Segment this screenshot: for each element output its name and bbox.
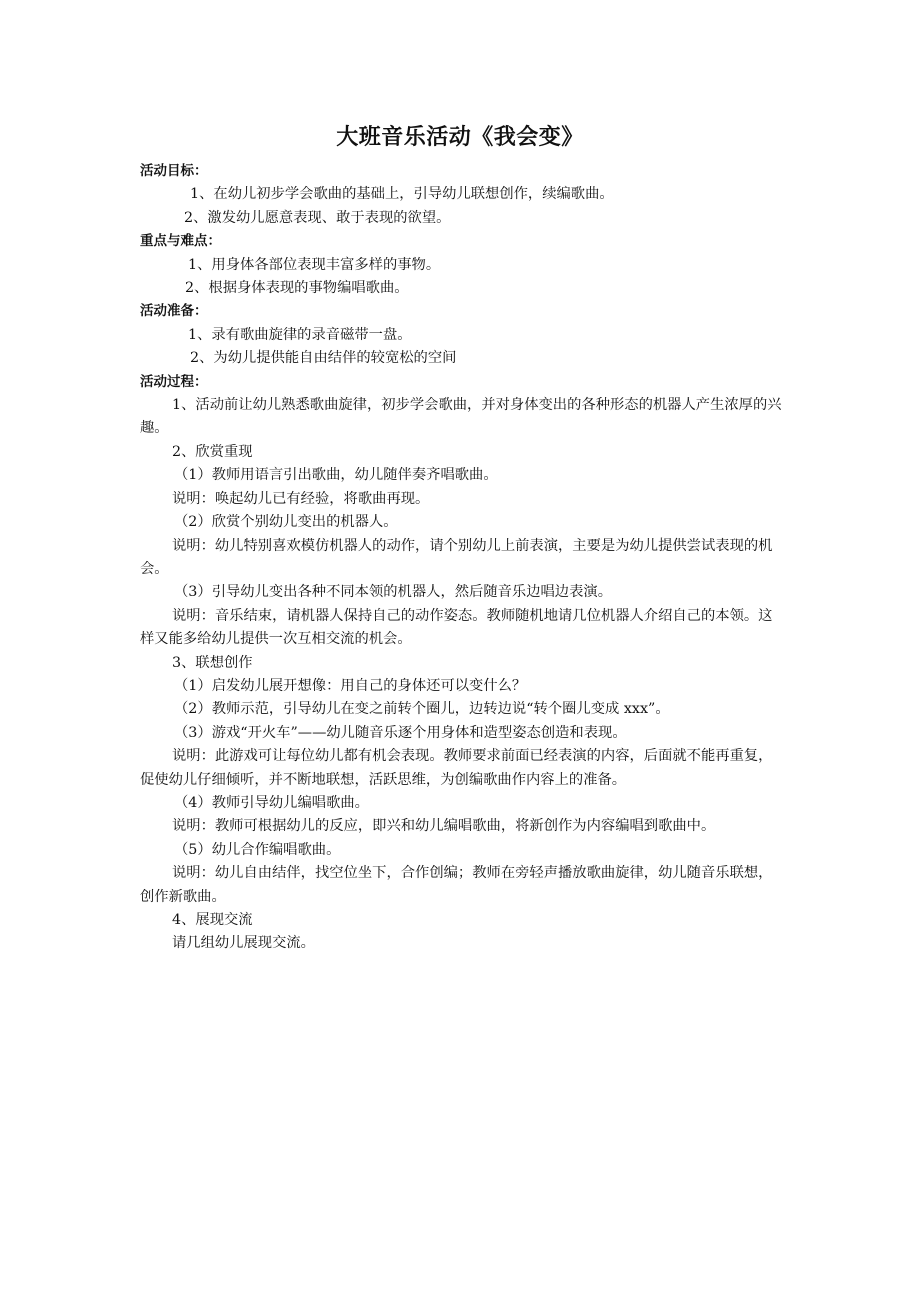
process-paragraph: （1）启发幼儿展开想像：用自己的身体还可以变什么？	[174, 677, 527, 694]
process-paragraph: （3）游戏“开火车”——幼儿随音乐逐个用身体和造型姿态创造和表现。	[174, 724, 627, 741]
preparation-item: 2、为幼儿提供能自由结伴的较宽松的空间	[190, 350, 457, 367]
process-note: 说明：音乐结束，请机器人保持自己的动作姿态。教师随机地请几位机器人介绍自己的本领。这样又能多给幼儿提供一次互相交流的机会。	[140, 607, 773, 648]
goals-heading: 活动目标：	[140, 163, 208, 179]
process-heading: 活动过程：	[140, 373, 208, 390]
key-points-item: 2、根据身体表现的事物编唱歌曲。	[185, 280, 409, 297]
process-paragraph: （5）幼儿合作编唱歌曲。	[174, 841, 341, 858]
process-paragraph: （4）教师引导幼儿编唱歌曲。	[174, 794, 369, 811]
goals-item: 2、激发幼儿愿意表现、敢于表现的欲望。	[184, 209, 451, 226]
process-paragraph: 4、展现交流	[172, 912, 253, 928]
process-paragraph: 1、活动前让幼儿熟悉歌曲旋律，初步学会歌曲，并对身体变出的各种形态的机器人产生浓厚的兴趣。	[140, 397, 782, 437]
process-paragraph: 2、欣赏重现	[172, 443, 253, 460]
key-points-heading: 重点与难点：	[140, 233, 221, 250]
process-note: 说明：幼儿特别喜欢模仿机器人的动作，请个别幼儿上前表演，主要是为幼儿提供尝试表现的机会。	[140, 537, 773, 577]
preparation-item: 1、录有歌曲旋律的录音磁带一盘。	[188, 326, 412, 343]
document-body	[140, 160, 785, 956]
process-paragraph: 请几组幼儿展现交流。	[172, 935, 315, 952]
process-paragraph: （1）教师用语言引出歌曲，幼儿随伴奏齐唱歌曲。	[174, 467, 498, 484]
key-points-item: 1、用身体各部位表现丰富多样的事物。	[188, 256, 441, 273]
document-title: 大班音乐活动《我会变》	[336, 124, 584, 150]
process-note: 说明：此游戏可让每位幼儿都有机会表现。教师要求前面已经表演的内容，后面就不能再重复，促使幼儿仔细倾听，并不断地联想，活跃思维，为创编歌曲作内容上的准备。	[140, 748, 773, 788]
process-paragraph: 3、联想创作	[172, 654, 253, 671]
process-note: 说明：教师可根据幼儿的反应，即兴和幼儿编唱歌曲，将新创作为内容编唱到歌曲中。	[172, 818, 716, 835]
process-paragraph: （2）欣赏个别幼儿变出的机器人。	[174, 514, 398, 531]
process-paragraph: （2）教师示范，引导幼儿在变之前转个圈儿，边转边说“转个圈儿变成 xxx”。	[174, 701, 670, 718]
process-paragraph: （3）引导幼儿变出各种不同本领的机器人，然后随音乐边唱边表演。	[174, 584, 612, 601]
preparation-heading: 活动准备：	[140, 303, 208, 320]
process-note: 说明：唤起幼儿已有经验，将歌曲再现。	[172, 490, 430, 507]
process-note: 说明：幼儿自由结伴，找空位坐下，合作创编；教师在旁轻声播放歌曲旋律，幼儿随音乐联想，创作新歌曲。	[140, 865, 773, 905]
goals-item: 1、在幼儿初步学会歌曲的基础上，引导幼儿联想创作，续编歌曲。	[190, 186, 614, 203]
